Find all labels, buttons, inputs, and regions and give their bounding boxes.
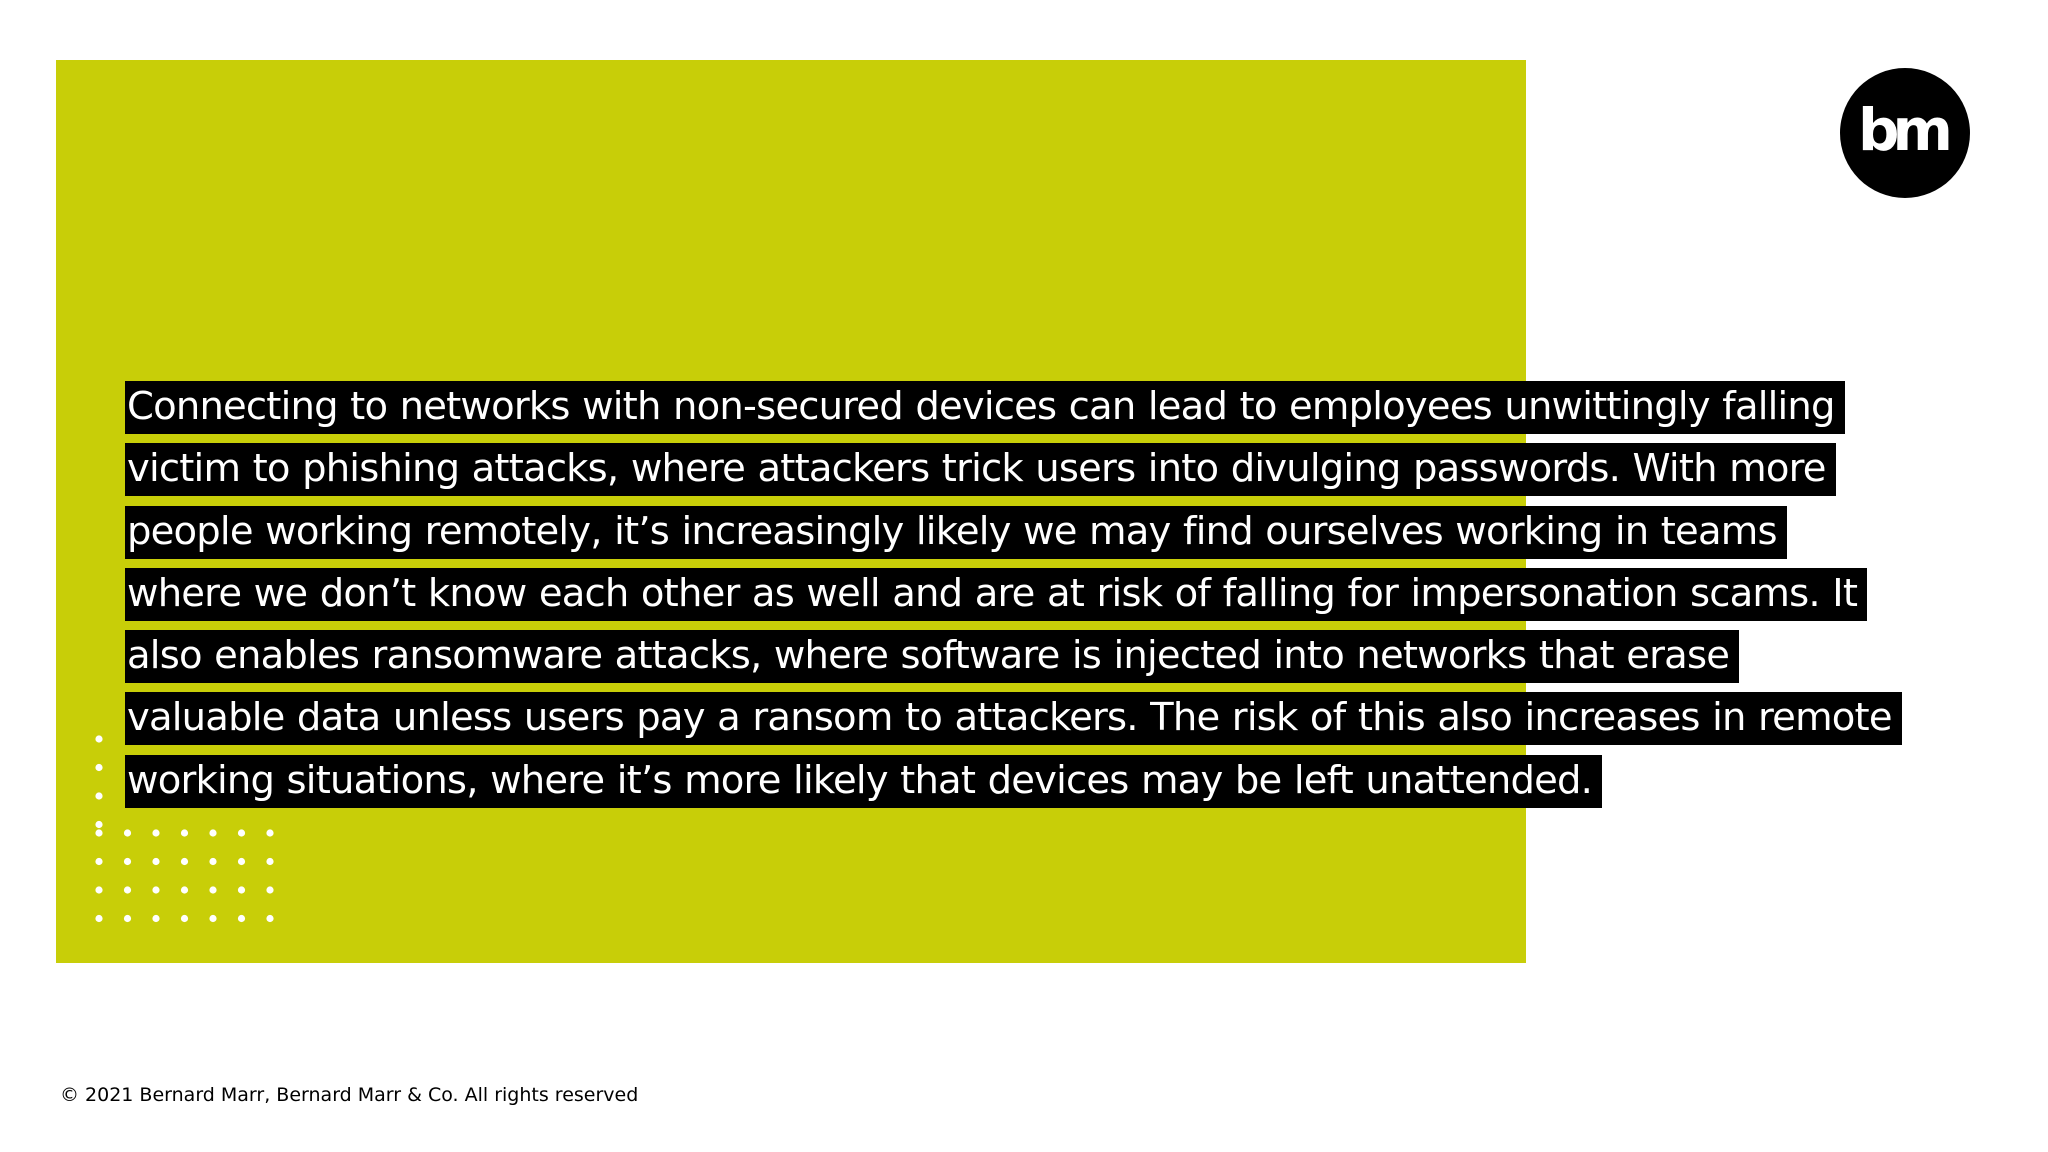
decor-dot	[238, 886, 245, 893]
decor-dot	[124, 829, 131, 836]
decor-dot	[95, 829, 102, 836]
bm-logo	[1840, 68, 1970, 198]
copyright-notice: © 2021 Bernard Marr, Bernard Marr & Co. All rights reserved	[60, 1084, 639, 1106]
body-line-text: also enables ransomware attacks, where software is injected into networks that erase	[125, 630, 1739, 683]
decor-dot	[95, 764, 102, 771]
decor-dot	[124, 858, 131, 865]
decor-dot	[209, 858, 216, 865]
decor-dot	[238, 829, 245, 836]
body-line-text: working situations, where it’s more likely that devices may be left unattended.	[125, 755, 1602, 808]
decor-dot	[181, 886, 188, 893]
body-line	[125, 687, 2025, 749]
decor-dot	[181, 915, 188, 922]
body-line	[125, 563, 2025, 625]
decor-dot	[266, 829, 273, 836]
decor-dot	[124, 915, 131, 922]
decor-dot	[266, 886, 273, 893]
body-line	[125, 376, 2025, 438]
decor-dot	[152, 915, 159, 922]
decor-dot	[181, 858, 188, 865]
decor-dot	[95, 858, 102, 865]
decor-dot	[152, 886, 159, 893]
body-line	[125, 750, 2025, 812]
body-paragraph	[125, 376, 2025, 812]
decor-dot	[152, 829, 159, 836]
decor-dot	[209, 829, 216, 836]
decor-dot	[152, 858, 159, 865]
decor-dot	[181, 829, 188, 836]
decor-dot	[95, 886, 102, 893]
body-line	[125, 438, 2025, 500]
decor-dot	[209, 886, 216, 893]
decor-dot	[124, 886, 131, 893]
decor-dot	[95, 915, 102, 922]
body-line-text: where we don’t know each other as well and are at risk of falling for impersonation scams. It	[125, 568, 1867, 621]
decor-dot	[266, 858, 273, 865]
body-line	[125, 625, 2025, 687]
body-line-text: victim to phishing attacks, where attackers trick users into divulging passwords. With more	[125, 443, 1836, 496]
body-line	[125, 501, 2025, 563]
decor-dot	[266, 915, 273, 922]
logo-text: bm	[1858, 96, 1946, 164]
decor-dot	[238, 858, 245, 865]
body-line-text: Connecting to networks with non-secured devices can lead to employees unwittingly falling	[125, 381, 1845, 434]
body-line-text: valuable data unless users pay a ransom to attackers. The risk of this also increases in remote	[125, 692, 1902, 745]
decor-dot	[95, 821, 102, 828]
body-line-text: people working remotely, it’s increasingly likely we may find ourselves working in teams	[125, 506, 1787, 559]
decor-dot	[95, 735, 102, 742]
decor-dot	[209, 915, 216, 922]
decor-dot	[95, 792, 102, 799]
decor-dot	[238, 915, 245, 922]
